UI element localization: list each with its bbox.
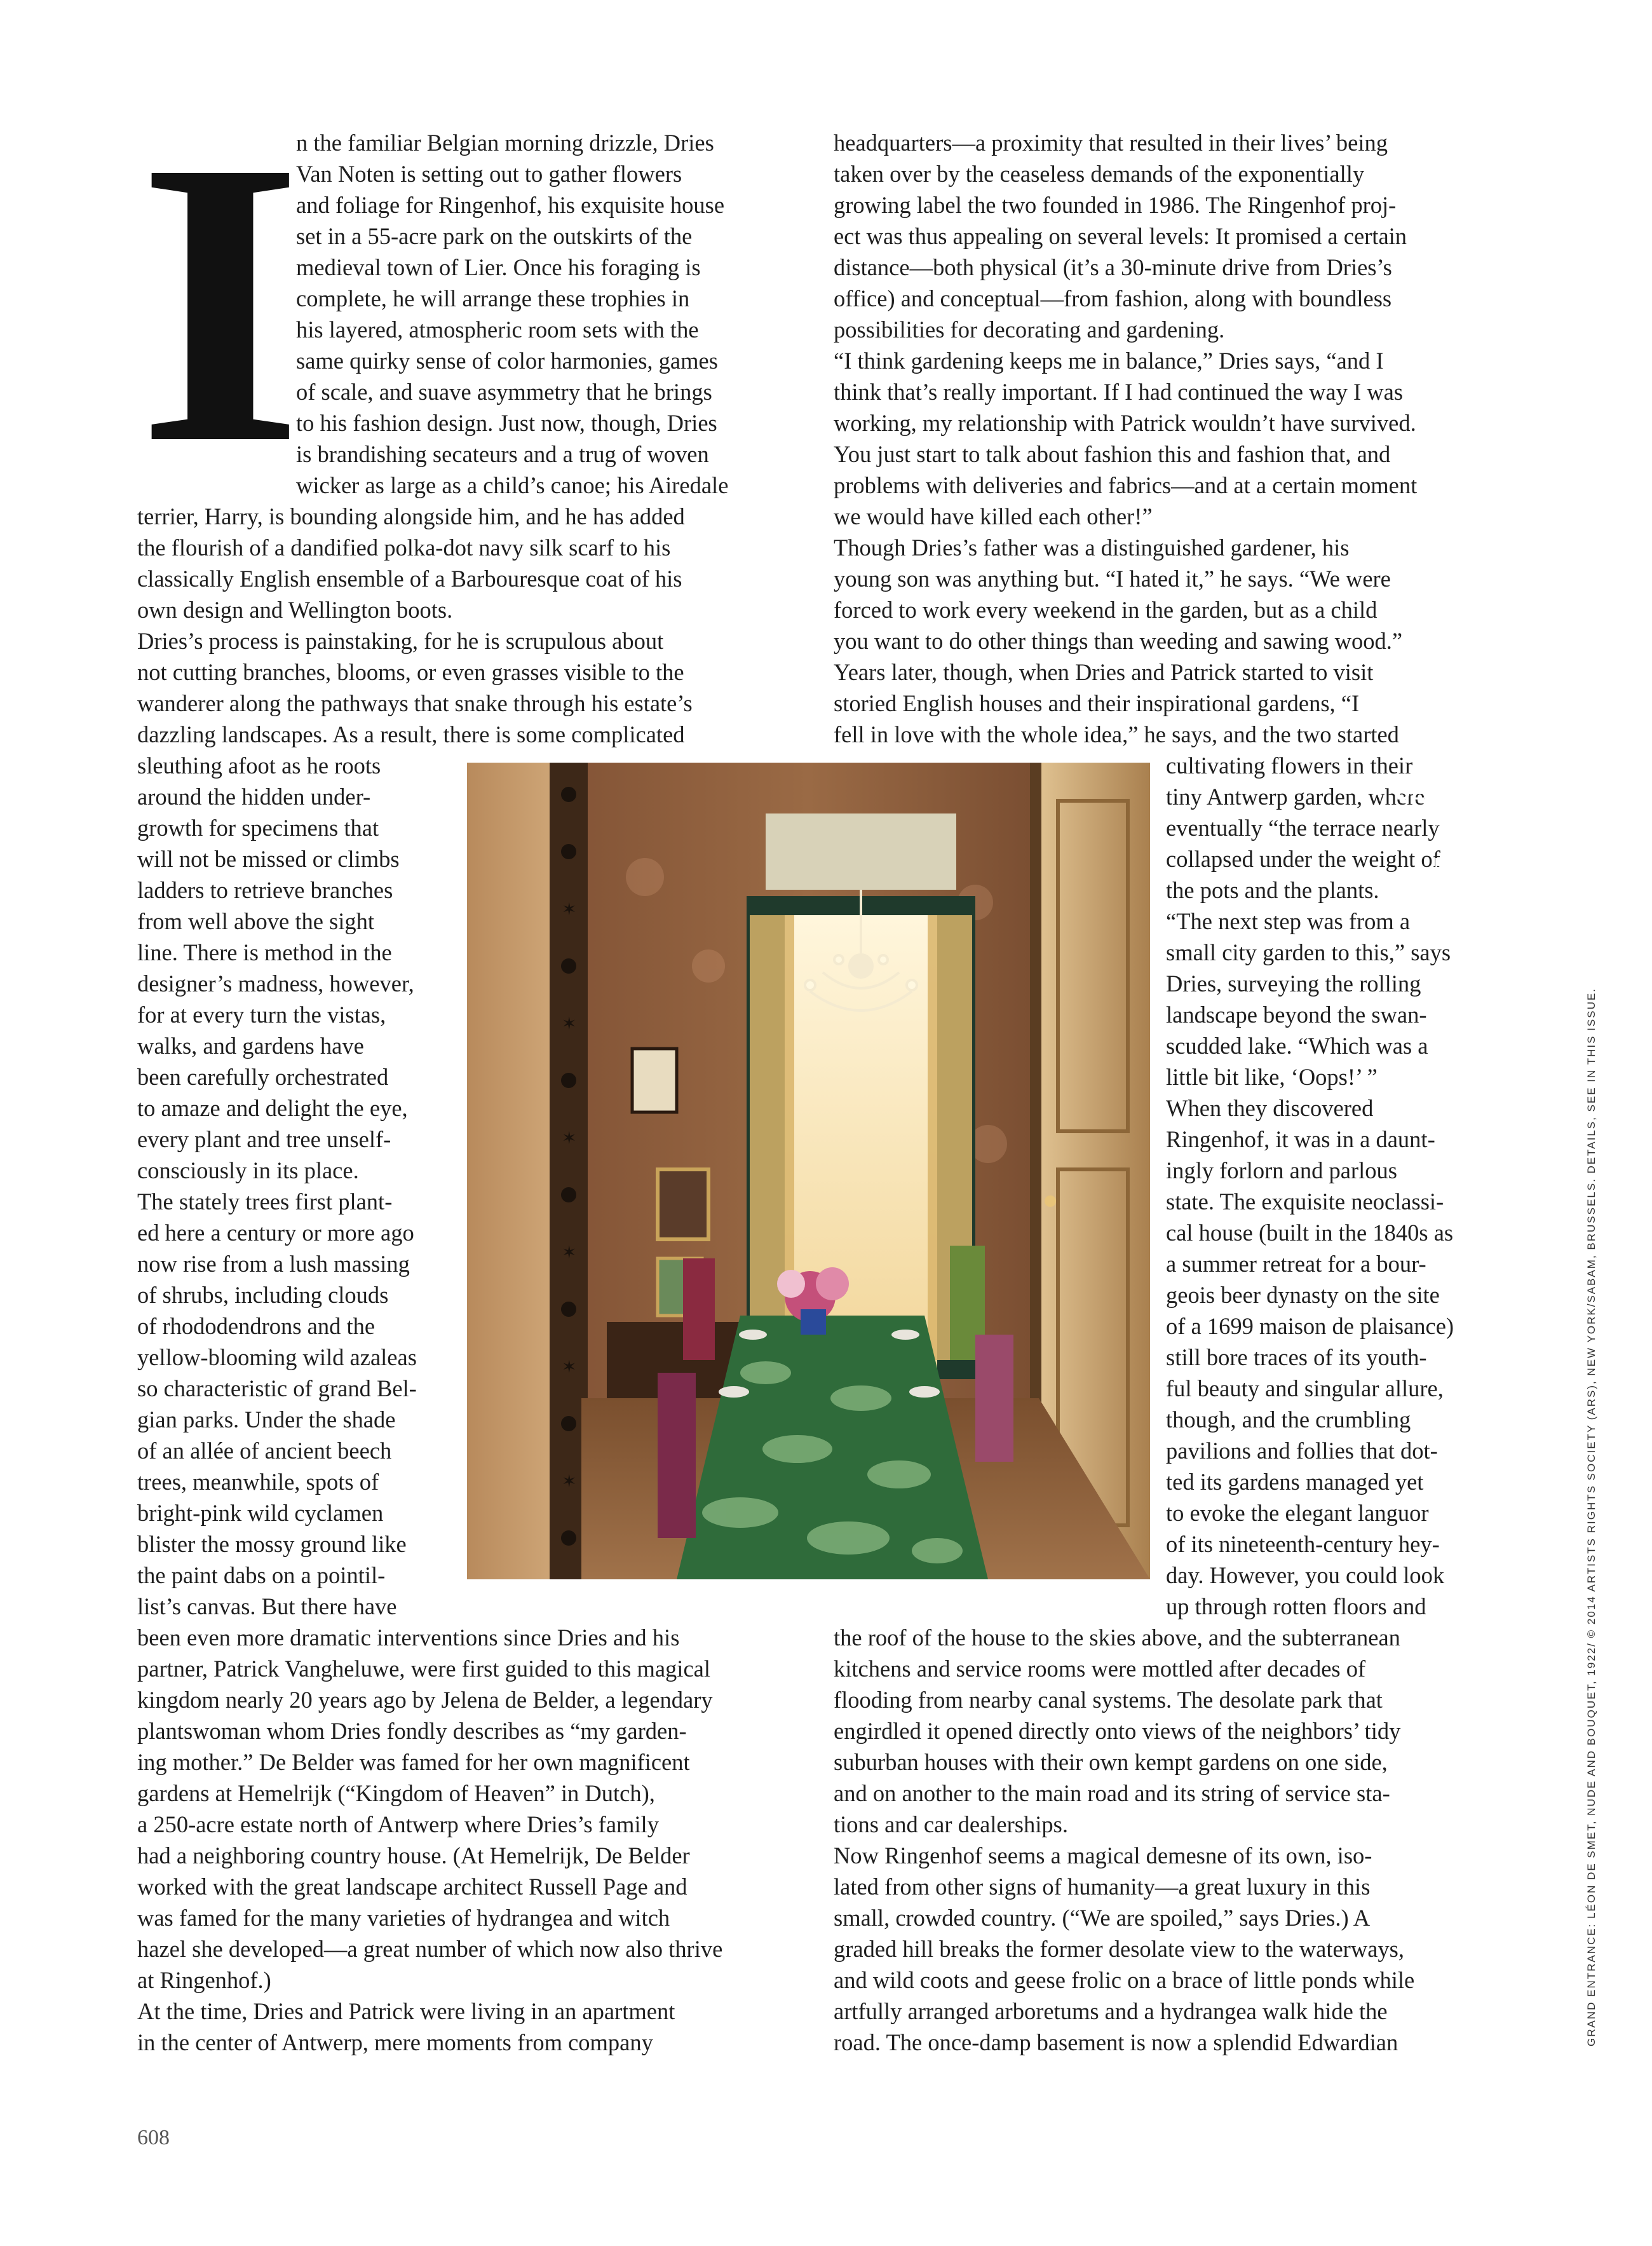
right-paragraph-2: “I think gardening keeps me in balance,” Dries says, “and I think that’s really important. If I had continued the way I was working, my relationship with Patrick wouldn’t have survived. You just start to talk about fashion this and fashion that, and problems with deliveries and fabrics—and at a certain moment we would have killed each other!” [834,348,1418,529]
overdoor-painting [766,813,956,890]
chair-left-far [683,1258,715,1360]
caption-heading: DECORATIVE ARTS [1396,782,1601,804]
left-paragraph-intro: n the familiar Belgian morning drizzle, Dries Van Noten is setting out to gather flowers and foliage for Ringenhof, his exquisite house set in a 55-acre park on the outskirts of the medieval town of Lier. Once his foraging is complete, he will arrange these trophies in his layered, atmospheric room sets with the same quirky sense of color harmonies, games of scale, and suave asymmetry that he brings to his fashion design. Just now, though, Dries is brandishing secateurs and a trug of woven wicker as large as a child’s canoe; his Airedale [296,130,729,498]
photo-credit: GRAND ENTRANCE: LÉON DE SMET, NUDE AND BOUQUET, 1922/ © 2014 ARTISTS RIGHTS SOCIETY (ARS), NEW YORK/SABAM, BRUSSELS. DETAILS, SEE IN THIS ISSUE. [1585,988,1597,2046]
right-paragraph-5: the roof of the house to the skies above, and the subterranean kitchens and service rooms were mottled after decades of flooding from nearby canal systems. The desolate park that engirdled it opened directly onto views of the neighbors’ tidy suburban houses with their own kempt gardens on one side, and on another to the main road and its string of service sta- tions and car dealerships. [834,1624,1401,1837]
right-paragraph-4-narrow: “The next step was from a small city garden to this,” says Dries, surveying the rolling landscape beyond the swan- scudded lake. “Which was a little bit like, ‘Oops!’ ” [1166,908,1451,1090]
chair-left-near [658,1373,696,1538]
dining-room-photo [467,763,1150,1579]
wall-painting-small [632,1049,677,1112]
svg-text:✶: ✶ [562,1013,577,1034]
door-knob [1045,1195,1056,1207]
left-paragraph-4: At the time, Dries and Patrick were living in an apartment in the center of Antwerp, mere moments from company [137,1998,675,2055]
right-paragraph-5-narrow: When they discovered Ringenhof, it was in a daunt- ingly forlorn and parlous state. The exquisite neoclassi- cal house (built in the 1840s as a summer retreat for a bour- geois beer dynasty on the site of a 1699 maison de plaisance) still bore traces of its youth- ful beauty and singular allure, though, and the crumbling pavilions and follies that dot- ted its gardens managed yet to evoke the elegant languor of its nineteenth-century hey- day. However, you could look up through rotten floors and [1166,1095,1454,1619]
left-paragraph-2-narrow: sleuthing afoot as he roots around the hidden under- growth for specimens that will not be missed or climbs ladders to retrieve branches from well above the sight line. There is method in the designer’s madness, however, for at every turn the vistas, walks, and gardens have been carefully orchestrated to amaze and delight the eye, every plant and tree unself- consciously in its place. [137,752,414,1183]
right-paragraph-3: Though Dries’s father was a distinguished gardener, his young son was anything but. “I hated it,” he says. “We were forced to work every weekend in the garden, but as a child you want to do other things than weeding and sawing wood.” Years later, though, when Dries and Patrick started to visit storied English houses and their inspirational gardens, “I fell in love with the whole idea,” he says, and the two started [834,534,1403,747]
svg-text:✶: ✶ [562,1242,577,1263]
left-paragraph-3: been even more dramatic interventions since Dries and his partner, Patrick Vangheluwe, were first guided to this magical kingdom nearly 20 years ago by Jelena de Belder, a legendary plantswoman whom Dries fondly describes as “my garden- ing mother.” De Belder was famed for her own magnificent gardens at Hemelrijk (“Kingdom of Heaven” in Dutch), a 250-acre estate north of Antwerp where Dries’s family had a neighboring country house. (At Hemelrijk, De Belder worked with the great landscape architect Russell Page and was famed for the many varieties of hydrangea and witch hazel she developed—a great number of which now also thrive at Ringenhof.) [137,1624,723,1993]
svg-text:✶: ✶ [562,899,577,920]
caption-body: A repurposed length of Mantero silk brocade dresses the dining-room table. [1434,810,1601,899]
portrait-painting [658,1169,708,1239]
left-paragraph-2: Dries’s process is painstaking, for he is scrupulous about not cutting branches, blooms, or even grasses visible to the wanderer along the pathways that snake through his estate’s dazzling landscapes. As a result, there is some complicated [137,628,693,747]
page-number: 608 [137,2126,170,2149]
right-paragraph-6: Now Ringenhof seems a magical demesne of its own, iso- lated from other signs of humanity—a great luxury in this small, crowded country. (“We are spoiled,” says Dries.) A graded hill breaks the former desolate view to the waterways, and wild coots and geese frolic on a brace of little ponds while artfully arranged arboretums and a hydrangea walk hide the road. The once-damp basement is now a splendid Edwardian [834,1842,1415,2055]
svg-text:✶: ✶ [562,1356,577,1377]
left-paragraph-3-narrow: The stately trees first plant- ed here a century or more ago now rise from a lush massing of shrubs, including clouds of rhododendrons and the yellow-blooming wild azaleas so characteristic of grand Bel- gian parks. Under the shade of an allée of ancient beech trees, meanwhile, spots of bright-pink wild cyclamen blister the mossy ground like the paint dabs on a pointil- list’s canvas. But there have [137,1188,417,1619]
drop-cap: I [137,125,304,487]
right-paragraph-3-narrow: cultivating flowers in their tiny Antwerp garden, where eventually “the terrace nearly collapsed under the weight of the pots and the plants. [1166,752,1440,903]
chair-right-near [975,1335,1013,1462]
svg-text:✶: ✶ [562,1127,577,1148]
left-paragraph-intro-continued: terrier, Harry, is bounding alongside him, and he has added the flourish of a dandified polka-dot navy silk scarf to his classically English ensemble of a Barbouresque coat of his own design and Wellington boots. [137,503,685,623]
right-paragraph-1: headquarters—a proximity that resulted in their lives’ being taken over by the ceaseless demands of the exponentially growing label the two founded in 1986. The Ringenhof proj- ect was thus appealing on several levels: It promised a certain distance—both physical (it’s a 30-minute drive from Dries’s office) and conceptual—from fashion, along with boundless possibilities for decorating and gardening. [834,130,1407,343]
dining-room-illustration [467,763,1150,1579]
svg-text:✶: ✶ [562,1471,577,1492]
